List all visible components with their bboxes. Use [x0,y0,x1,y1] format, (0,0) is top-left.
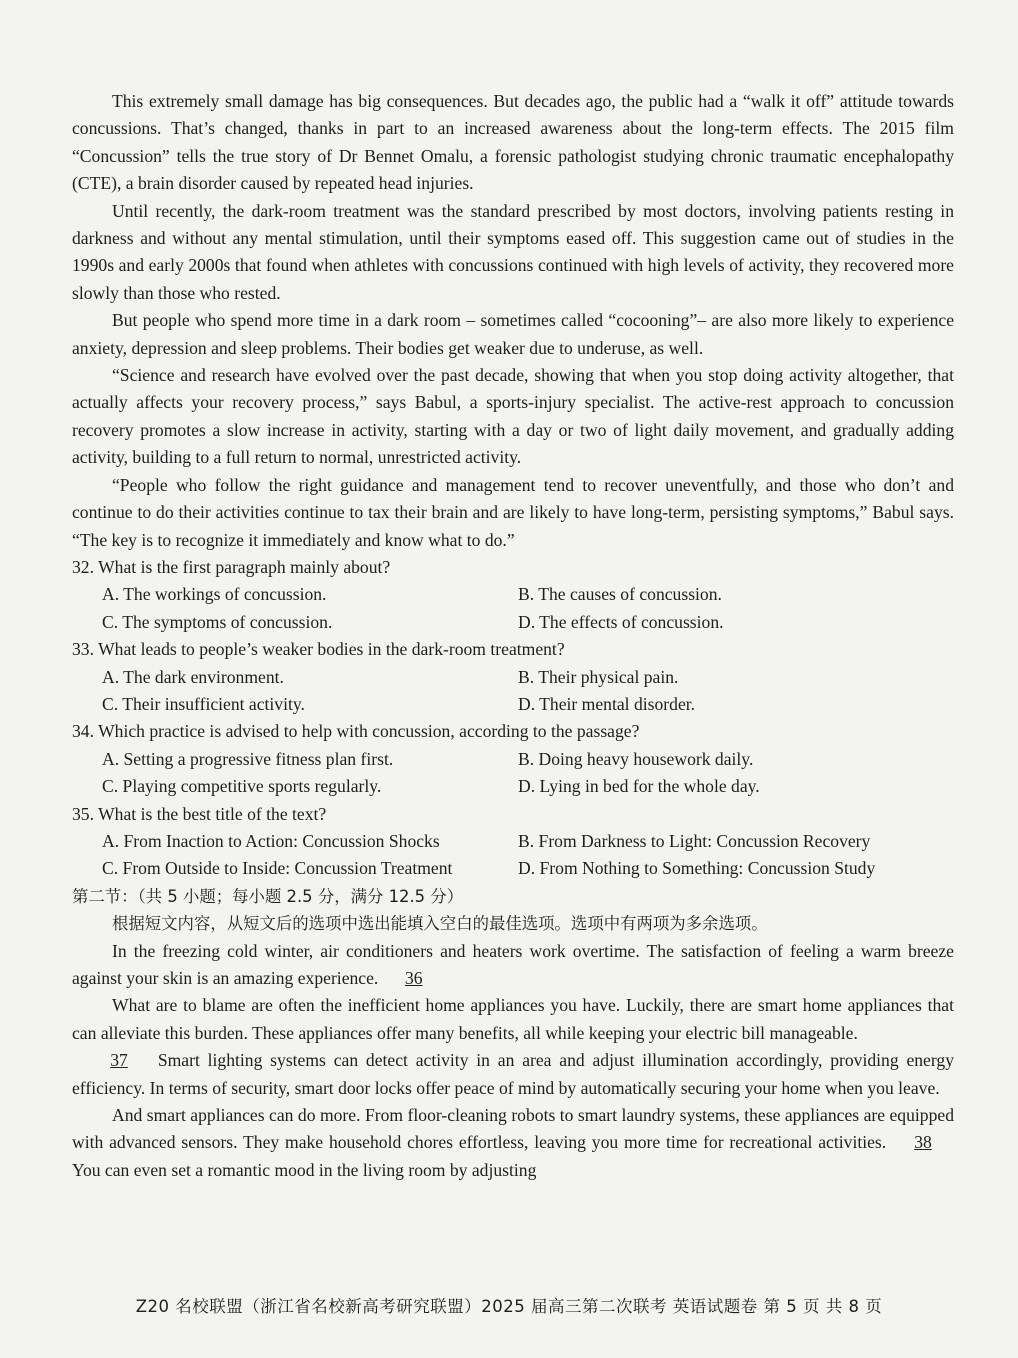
passage-paragraph-2: Until recently, the dark-room treatment was the standard prescribed by most doctors, involving patients resting in darkness and without any mental stimulation, until their symptoms eased off. This suggestion came out of studies in the 1990s and early 2000s that found when athletes with concussions continued with high levels of activity, they recovered more slowly than those who rested. [72,200,954,303]
option-b: B. The causes of concussion. [518,584,722,605]
question-stem: 33. What leads to people’s weaker bodies in the dark-room treatment? [72,639,565,660]
gap-paragraph-1 [72,938,954,993]
gap-paragraph-3 [72,1047,954,1102]
blank-38: 38 [914,1132,932,1153]
paragraph-text-continued: You can even set a romantic mood in the living room by adjusting [72,1159,537,1180]
question-35 [72,801,954,883]
option-d: D. Lying in bed for the whole day. [518,776,760,797]
paragraph-text: In the freezing cold winter, air conditioners and heaters work overtime. The satisfaction of feeling a warm breeze against your skin is an amazing experience. [72,940,954,988]
passage-paragraph-5: “People who follow the right guidance and management tend to recover uneventfully, and those who don’t and continue to do their activities continue to tax their brain and are likely to have long-term, persisting symptoms,” Babul says. “The key is to recognize it immediately and know what to do.” [72,474,954,550]
paragraph-text: Smart lighting systems can detect activity in an area and adjust illumination accordingly, providing energy efficiency. In terms of security, smart door locks offer peace of mind by automatically securing your home when you leave. [72,1050,954,1098]
paragraph-text: And smart appliances can do more. From floor-cleaning robots to smart laundry systems, these appliances are equipped with advanced sensors. They make household chores effortless, leaving you more time for recreational activities. [72,1105,954,1153]
blank-36: 36 [404,968,423,988]
question-32 [72,554,954,636]
option-a: A. Setting a progressive fitness plan first. [102,748,394,769]
question-stem: 34. Which practice is advised to help with concussion, according to the passage? [72,721,640,742]
page-footer: Z20 名校联盟（浙江省名校新高考研究联盟）2025 届高三第二次联考 英语试题卷 第 5 页 共 8 页 [135,1297,883,1316]
passage-paragraph-4: “Science and research have evolved over the past decade, showing that when you stop doing activity altogether, that actually affects your recovery process,” says Babul, a sports-injury specialist. The active-rest approach to concussion recovery promotes a slow increase in activity, starting with a day or two of light daily movement, and gradually adding activity, building to a full return to normal, unrestricted activity. [72,365,954,468]
option-a: A. The dark environment. [102,666,284,687]
gap-paragraph-2: What are to blame are often the inefficient home appliances you have. Luckily, there are smart home appliances that can alleviate this burden. These appliances offer many benefits, all while keeping your electric bill manageable. [72,995,954,1043]
option-b: B. Doing heavy housework daily. [518,748,754,769]
options [72,828,954,883]
section-2-heading: 第二节：（共 5 小题；每小题 2.5 分，满分 12.5 分） [72,886,464,906]
option-c: C. Playing competitive sports regularly. [102,776,382,797]
option-b: B. Their physical pain. [518,666,679,687]
options [72,581,954,636]
question-stem: 32. What is the first paragraph mainly about? [72,556,391,577]
question-34 [72,718,954,800]
exam-page-content [72,88,954,1184]
option-c: C. From Outside to Inside: Concussion Treatment [102,858,453,879]
option-d: D. Their mental disorder. [518,693,696,714]
passage-paragraph-3: But people who spend more time in a dark room – sometimes called “cocooning”– are also more likely to experience anxiety, depression and sleep problems. Their bodies get weaker due to underuse, as well. [72,310,954,358]
option-a: A. The workings of concussion. [102,584,327,605]
option-d: D. From Nothing to Something: Concussion Study [518,858,876,879]
question-stem: 35. What is the best title of the text? [72,803,327,824]
question-33 [72,636,954,718]
options [72,746,954,801]
gap-paragraph-4 [72,1102,954,1184]
passage-paragraph-1: This extremely small damage has big consequences. But decades ago, the public had a “walk it off” attitude towards concussions. That’s changed, thanks in part to an increased awareness about the long-term effects. The 2015 film “Concussion” tells the true story of Dr Bennet Omalu, a forensic pathologist studying chronic traumatic encephalopathy (CTE), a brain disorder caused by repeated head injuries. [72,91,954,194]
option-c: C. Their insufficient activity. [102,693,305,714]
option-c: C. The symptoms of concussion. [102,611,333,632]
section-2-instruction: 根据短文内容，从短文后的选项中选出能填入空白的最佳选项。选项中有两项为多余选项。 [112,914,768,934]
option-a: A. From Inaction to Action: Concussion Shocks [102,830,440,851]
blank-37: 37 [110,1050,128,1071]
options [72,664,954,719]
option-d: D. The effects of concussion. [518,611,724,632]
option-b: B. From Darkness to Light: Concussion Recovery [518,830,871,851]
